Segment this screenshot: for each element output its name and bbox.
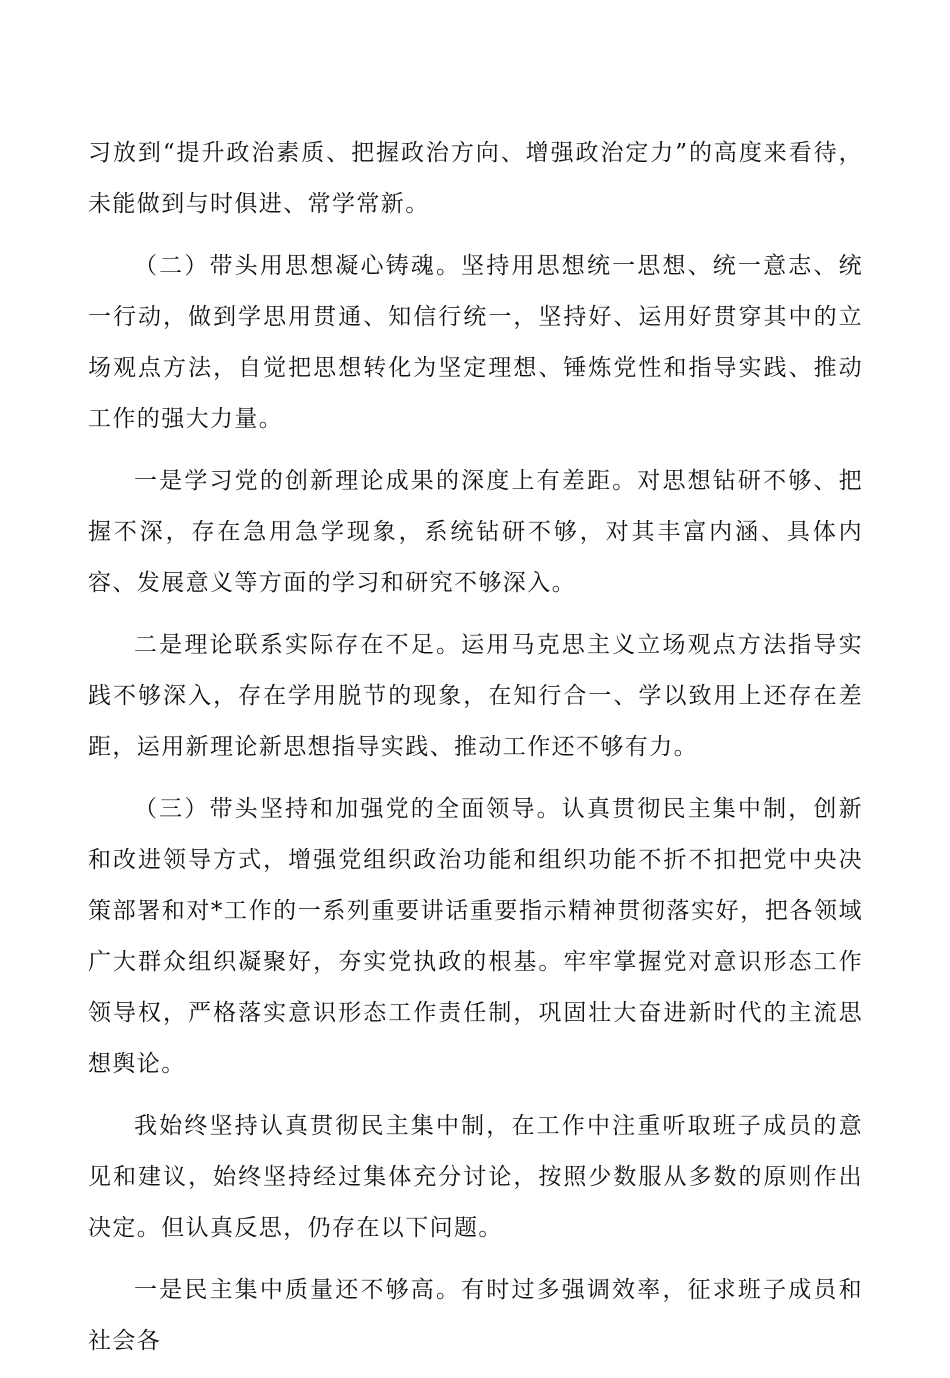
- paragraph-continuation: 习放到“提升政治素质、把握政治方向、增强政治定力”的高度来看待，未能做到与时俱进、常学常新。: [88, 140, 863, 217]
- paragraph-section-3-heading: （三）带头坚持和加强党的全面领导。认真贯彻民主集中制，创新和改进领导方式，增强党组织政治功能和组织功能不折不扣把党中央决策部署和对*工作的一系列重要讲话重要指示精神贯彻落实好，把各领域广大群众组织凝聚好，夯实党执政的根基。牢牢掌握党对意识形态工作领导权，严格落实意识形态工作责任制，巩固壮大奋进新时代的主流思想舆论。: [88, 796, 863, 1077]
- document-body: [88, 128, 863, 1378]
- paragraph-self-reflection: 我始终坚持认真贯彻民主集中制，在工作中注重听取班子成员的意见和建议，始终坚持经过集体充分讨论，按照少数服从多数的原则作出决定。但认真反思，仍存在以下问题。: [88, 1113, 863, 1241]
- paragraph-problem-2: 二是理论联系实际存在不足。运用马克思主义立场观点方法指导实践不够深入，存在学用脱节的现象，在知行合一、学以致用上还存在差距，运用新理论新思想指导实践、推动工作还不够有力。: [88, 632, 863, 760]
- paragraph-problem-1: 一是学习党的创新理论成果的深度上有差距。对思想钻研不够、把握不深，存在急用急学现象，系统钻研不够，对其丰富内涵、具体内容、发展意义等方面的学习和研究不够深入。: [88, 468, 863, 596]
- paragraph-section-2-heading: （二）带头用思想凝心铸魂。坚持用思想统一思想、统一意志、统一行动，做到学思用贯通、知信行统一，坚持好、运用好贯穿其中的立场观点方法，自觉把思想转化为坚定理想、锤炼党性和指导实践、推动工作的强大力量。: [88, 253, 863, 432]
- paragraph-problem-democratic-centralism: 一是民主集中质量还不够高。有时过多强调效率，征求班子成员和社会各: [88, 1277, 863, 1354]
